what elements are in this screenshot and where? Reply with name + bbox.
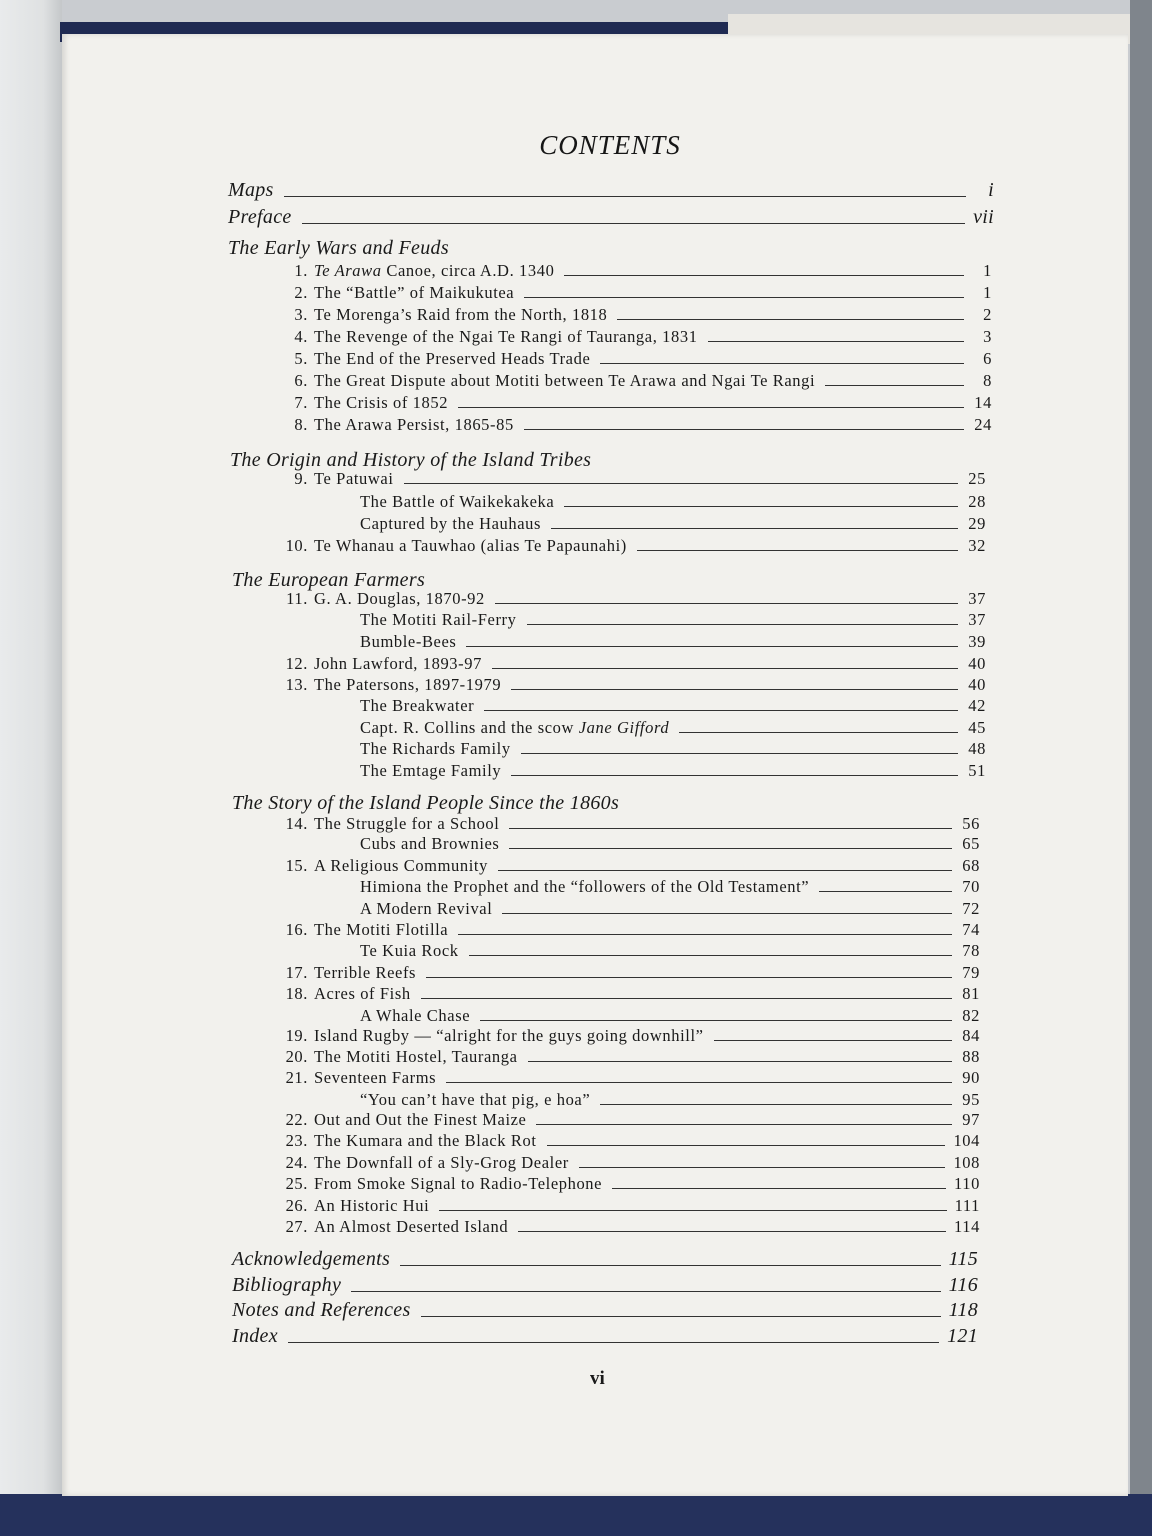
chapter-number: 2. [294,283,308,302]
toc-entry [280,1215,980,1237]
toc-entry [280,391,992,413]
entry-title-text: Te Kuia Rock [360,941,459,960]
toc-entry [280,534,986,556]
chapter-number: 17. [285,963,308,982]
page-number: 14 [974,393,992,412]
entry-title [314,1196,429,1216]
entry-title [314,261,554,281]
leader-line [400,1265,940,1266]
toc-entry [280,347,992,369]
page-number: 84 [962,1026,980,1045]
entry-title-text: From Smoke Signal to Radio-Telephone [314,1174,603,1193]
page-number: 72 [962,899,980,918]
page-number: 29 [968,514,986,533]
chapter-number: 15. [285,856,308,875]
entry-title-text: A Religious Community [314,856,488,875]
page-number: 42 [968,696,986,715]
chapter-number: 9. [294,469,308,488]
entry-title-text: Te Whanau a Tauwhao (alias Te Papaunahi) [314,536,627,555]
entry-title [314,1174,602,1194]
entry-title-text: The Battle of Waikekakeka [360,492,555,511]
entry-title [314,1068,436,1088]
leader-line [600,1104,952,1105]
toc-entry [360,512,986,534]
entry-title [314,814,499,834]
entry-title [360,514,541,534]
chapter-number: 14. [285,814,308,833]
page-number: 110 [954,1174,980,1193]
toc-entry [360,490,986,512]
chapter-number: 13. [285,675,308,694]
chapter-number: 7. [294,393,308,412]
entry-title-text: Island Rugby — “alright for the guys going downhill” [314,1026,704,1045]
entry-title-text: The Arawa Persist, 1865-85 [314,415,514,434]
leader-line [518,1231,946,1232]
toc-entry [280,281,992,303]
entry-title [314,1047,518,1067]
chapter-number: 26. [285,1196,308,1215]
page-number: 2 [983,305,992,324]
page-number: 40 [968,675,986,694]
page-number: 1 [983,261,992,280]
leader-line [708,341,964,342]
toc-entry [280,961,980,983]
toc-entry-back [232,1296,978,1322]
entry-title [314,371,815,391]
leader-line [600,363,964,364]
leader-line [495,603,958,604]
entry-title-text: The Great Dispute about Motiti between Te Arawa and Ngai Te Rangi [314,371,816,390]
entry-title [314,327,698,347]
toc-entry [360,630,986,652]
section-title: The Origin and History of the Island Tribes [230,449,592,471]
leader-line [564,506,958,507]
leader-line [302,223,966,224]
entry-title [314,1153,569,1173]
page-number: 90 [962,1068,980,1087]
entry-title-text: Cubs and Brownies [360,834,500,853]
chapter-number: 24. [285,1153,308,1172]
toc-entry [360,608,986,630]
page-number: 111 [954,1196,980,1215]
chapter-number: 19. [285,1026,308,1045]
entry-title-text: The Breakwater [360,696,475,715]
leader-line [551,528,958,529]
entry-title [314,469,394,489]
entry-title [360,632,456,652]
entry-title-text: John Lawford, 1893-97 [314,654,482,673]
chapter-number: 12. [285,654,308,673]
toc-entry [280,812,980,834]
leader-line [825,385,964,386]
leader-line [421,998,952,999]
page-number: 70 [962,877,980,896]
leader-line [524,429,964,430]
chapter-number: 21. [285,1068,308,1087]
entry-title-text: The Crisis of 1852 [314,393,449,412]
leader-line [284,196,966,197]
entry-title-text: “You can’t have that pig, e hoa” [360,1090,591,1109]
leader-line [288,1342,939,1343]
entry-title-text: G. A. Douglas, 1870-92 [314,589,485,608]
page-number: 88 [962,1047,980,1066]
entry-title-text: Canoe, circa A.D. 1340 [381,261,555,280]
toc-entry [360,716,986,738]
entry-title [232,1248,390,1271]
page-number: 82 [962,1006,980,1025]
toc-entry [280,1024,980,1046]
toc-entry [280,1172,980,1194]
page-number: 115 [948,1248,978,1270]
page-number: 121 [947,1325,978,1347]
entry-title [360,739,511,759]
entry-title-text: Captured by the Hauhaus [360,514,542,533]
entry-title-text: Himiona the Prophet and the “followers of the Old Testament” [360,877,810,896]
toc-entry-front [228,203,994,229]
entry-title-text: Terrible Reefs [314,963,417,982]
entry-title-text: Bumble-Bees [360,632,457,651]
chapter-number: 10. [285,536,308,555]
leader-line [511,775,958,776]
toc-entry [360,1004,980,1026]
leader-line [547,1145,946,1146]
page-folio: vi [590,1368,605,1389]
page-number: 78 [962,941,980,960]
entry-title-text: The Emtage Family [360,761,502,780]
toc-entry [360,875,980,897]
page-number: 24 [974,415,992,434]
leader-line [458,934,952,935]
page-number: 79 [962,963,980,982]
toc-entry [280,918,980,940]
entry-title-text: An Almost Deserted Island [314,1217,509,1236]
entry-title [314,654,482,674]
entry-title-italic: Jane Gifford [578,718,670,737]
entry-title-text: Notes and References [232,1299,411,1321]
toc-entry [280,369,992,391]
entry-title-text: Acres of Fish [314,984,411,1003]
toc-entry-back [232,1271,978,1297]
toc-entry [280,325,992,347]
leader-line [679,732,958,733]
section-title: The Story of the Island People Since the 1860s [232,792,620,814]
page-number: 114 [954,1217,980,1236]
leader-line [498,870,952,871]
entry-title [314,305,607,325]
page-number: 118 [948,1299,978,1321]
chapter-number: 22. [285,1110,308,1129]
toc-entry [280,854,980,876]
entry-title [314,1131,537,1151]
toc-entry [360,694,986,716]
entry-title-text: Te Morenga’s Raid from the North, 1818 [314,305,608,324]
page-title: CONTENTS [539,130,681,160]
leader-line [421,1316,941,1317]
entry-title [360,899,492,919]
toc-entry [280,1129,980,1151]
entry-title-text: Bibliography [232,1274,342,1296]
entry-title [314,675,501,695]
entry-title-text: Maps [228,179,274,201]
entry-title [228,206,292,229]
toc-entry [280,1108,980,1130]
entry-title [314,349,590,369]
chapter-number: 3. [294,305,308,324]
leader-line [511,689,958,690]
chapter-number: 27. [285,1217,308,1236]
section-title: The Early Wars and Feuds [228,237,449,259]
leader-line [484,710,958,711]
toc-entry [360,759,986,781]
page-number: 6 [983,349,992,368]
leader-line [458,407,964,408]
page-number: i [988,179,994,201]
entry-title [314,415,514,435]
entry-title [360,1006,470,1026]
entry-title-text: A Modern Revival [360,899,493,918]
page-number: 74 [962,920,980,939]
entry-title-text: The Patersons, 1897-1979 [314,675,502,694]
page-number: 39 [968,632,986,651]
entry-title-text: The End of the Preserved Heads Trade [314,349,591,368]
entry-title-text: The Kumara and the Black Rot [314,1131,537,1150]
toc-entry [360,1088,980,1110]
entry-title-text: Index [232,1325,278,1347]
entry-title [360,941,459,961]
toc-entry-back [232,1322,978,1348]
entry-title [232,1299,411,1322]
toc-entry [280,1066,980,1088]
leader-line [439,1210,946,1211]
chapter-number: 23. [285,1131,308,1150]
entry-title [314,856,488,876]
leader-line [446,1082,952,1083]
page-number: 25 [968,469,986,488]
page-number: 65 [962,834,980,853]
toc-entry [360,939,980,961]
page-number: 37 [968,610,986,629]
page-number: 48 [968,739,986,758]
entry-title-text: The Struggle for a School [314,814,500,833]
leader-line [536,1124,952,1125]
page-number: 45 [968,718,986,737]
entry-title-text: Te Patuwai [314,469,394,488]
chapter-number: 4. [294,327,308,346]
toc-entry [280,259,992,281]
entry-title-italic: Te Arawa [314,261,382,280]
entry-title-text: A Whale Chase [360,1006,471,1025]
page-number: 95 [962,1090,980,1109]
toc-entry [280,982,980,1004]
leader-line [351,1291,940,1292]
entry-title-text: The “Battle” of Maikukutea [314,283,515,302]
toc-entry [280,673,986,695]
entry-title [360,610,517,630]
toc-entry [280,413,992,435]
entry-title-text: The Revenge of the Ngai Te Rangi of Tauranga, 1831 [314,327,698,346]
page-number: 108 [953,1153,980,1172]
leader-line [466,646,958,647]
leader-line [528,1061,952,1062]
toc-entry [360,832,980,854]
entry-title [314,283,514,303]
chapter-number: 25. [285,1174,308,1193]
entry-title [360,696,474,716]
page-number: 40 [968,654,986,673]
entry-title [314,984,411,1004]
entry-title [314,393,448,413]
page-number: 51 [968,761,986,780]
entry-title-text: Acknowledgements [232,1248,391,1270]
toc-entry-front [228,176,994,202]
chapter-number: 18. [285,984,308,1003]
entry-title-text: The Downfall of a Sly-Grog Dealer [314,1153,569,1172]
toc-entry [280,587,986,609]
section-heading [228,234,988,260]
page-number: 8 [983,371,992,390]
entry-title [360,834,499,854]
leader-line [509,848,952,849]
leader-line [426,977,952,978]
entry-title-text: The Motiti Rail-Ferry [360,610,517,629]
toc-entry [280,303,992,325]
toc-entry [280,1151,980,1173]
page-number: vii [973,206,994,228]
leader-line [509,828,952,829]
leader-line [480,1020,952,1021]
page-number: 104 [953,1131,980,1150]
leader-line [502,913,952,914]
chapter-number: 1. [294,261,308,280]
toc-entry [280,652,986,674]
page-number: 32 [968,536,986,555]
entry-title [314,1217,508,1237]
entry-title [360,1090,590,1110]
page-number: 37 [968,589,986,608]
toc-entry [360,737,986,759]
chapter-number: 11. [286,589,308,608]
chapter-number: 5. [294,349,308,368]
page-number: 3 [983,327,992,346]
page-number: 56 [962,814,980,833]
entry-title-text: Preface [228,206,292,228]
leader-line [714,1040,952,1041]
toc-entry [280,1045,980,1067]
toc-entry [360,897,980,919]
entry-title-text: The Richards Family [360,739,511,758]
entry-title [314,1110,526,1130]
leader-line [527,624,959,625]
entry-title [232,1325,278,1348]
chapter-number: 8. [294,415,308,434]
page-number: 81 [962,984,980,1003]
entry-title [314,920,448,940]
page-number: 1 [983,283,992,302]
entry-title [360,877,809,897]
leader-line [564,275,964,276]
entry-title [228,179,274,202]
section-title: The European Farmers [232,569,426,591]
toc-entry-back [232,1245,978,1271]
entry-title [314,536,627,556]
entry-title [314,963,416,983]
chapter-number: 6. [294,371,308,390]
leader-line [524,297,964,298]
entry-title-text: An Historic Hui [314,1196,430,1215]
chapter-number: 16. [285,920,308,939]
entry-title [232,1274,341,1297]
entry-title-text: Seventeen Farms [314,1068,437,1087]
leader-line [612,1188,946,1189]
page-number: 28 [968,492,986,511]
entry-title-text: The Motiti Hostel, Tauranga [314,1047,518,1066]
page-number: 97 [962,1110,980,1129]
entry-title-text: The Motiti Flotilla [314,920,449,939]
leader-line [521,753,958,754]
leader-line [404,483,958,484]
entry-title-text: Out and Out the Finest Maize [314,1110,527,1129]
entry-title [314,1026,704,1046]
entry-title-text: Capt. R. Collins and the scow [360,718,579,737]
entry-title [360,761,501,781]
page-number: 68 [962,856,980,875]
leader-line [469,955,952,956]
leader-line [819,891,952,892]
leader-line [637,550,958,551]
chapter-number: 20. [285,1047,308,1066]
leader-line [492,668,958,669]
toc-entry [280,1194,980,1216]
leader-line [579,1167,946,1168]
entry-title [360,492,554,512]
entry-title [360,718,669,738]
page-number: 116 [948,1274,978,1296]
entry-title [314,589,485,609]
toc-entry [280,467,986,489]
leader-line [617,319,964,320]
